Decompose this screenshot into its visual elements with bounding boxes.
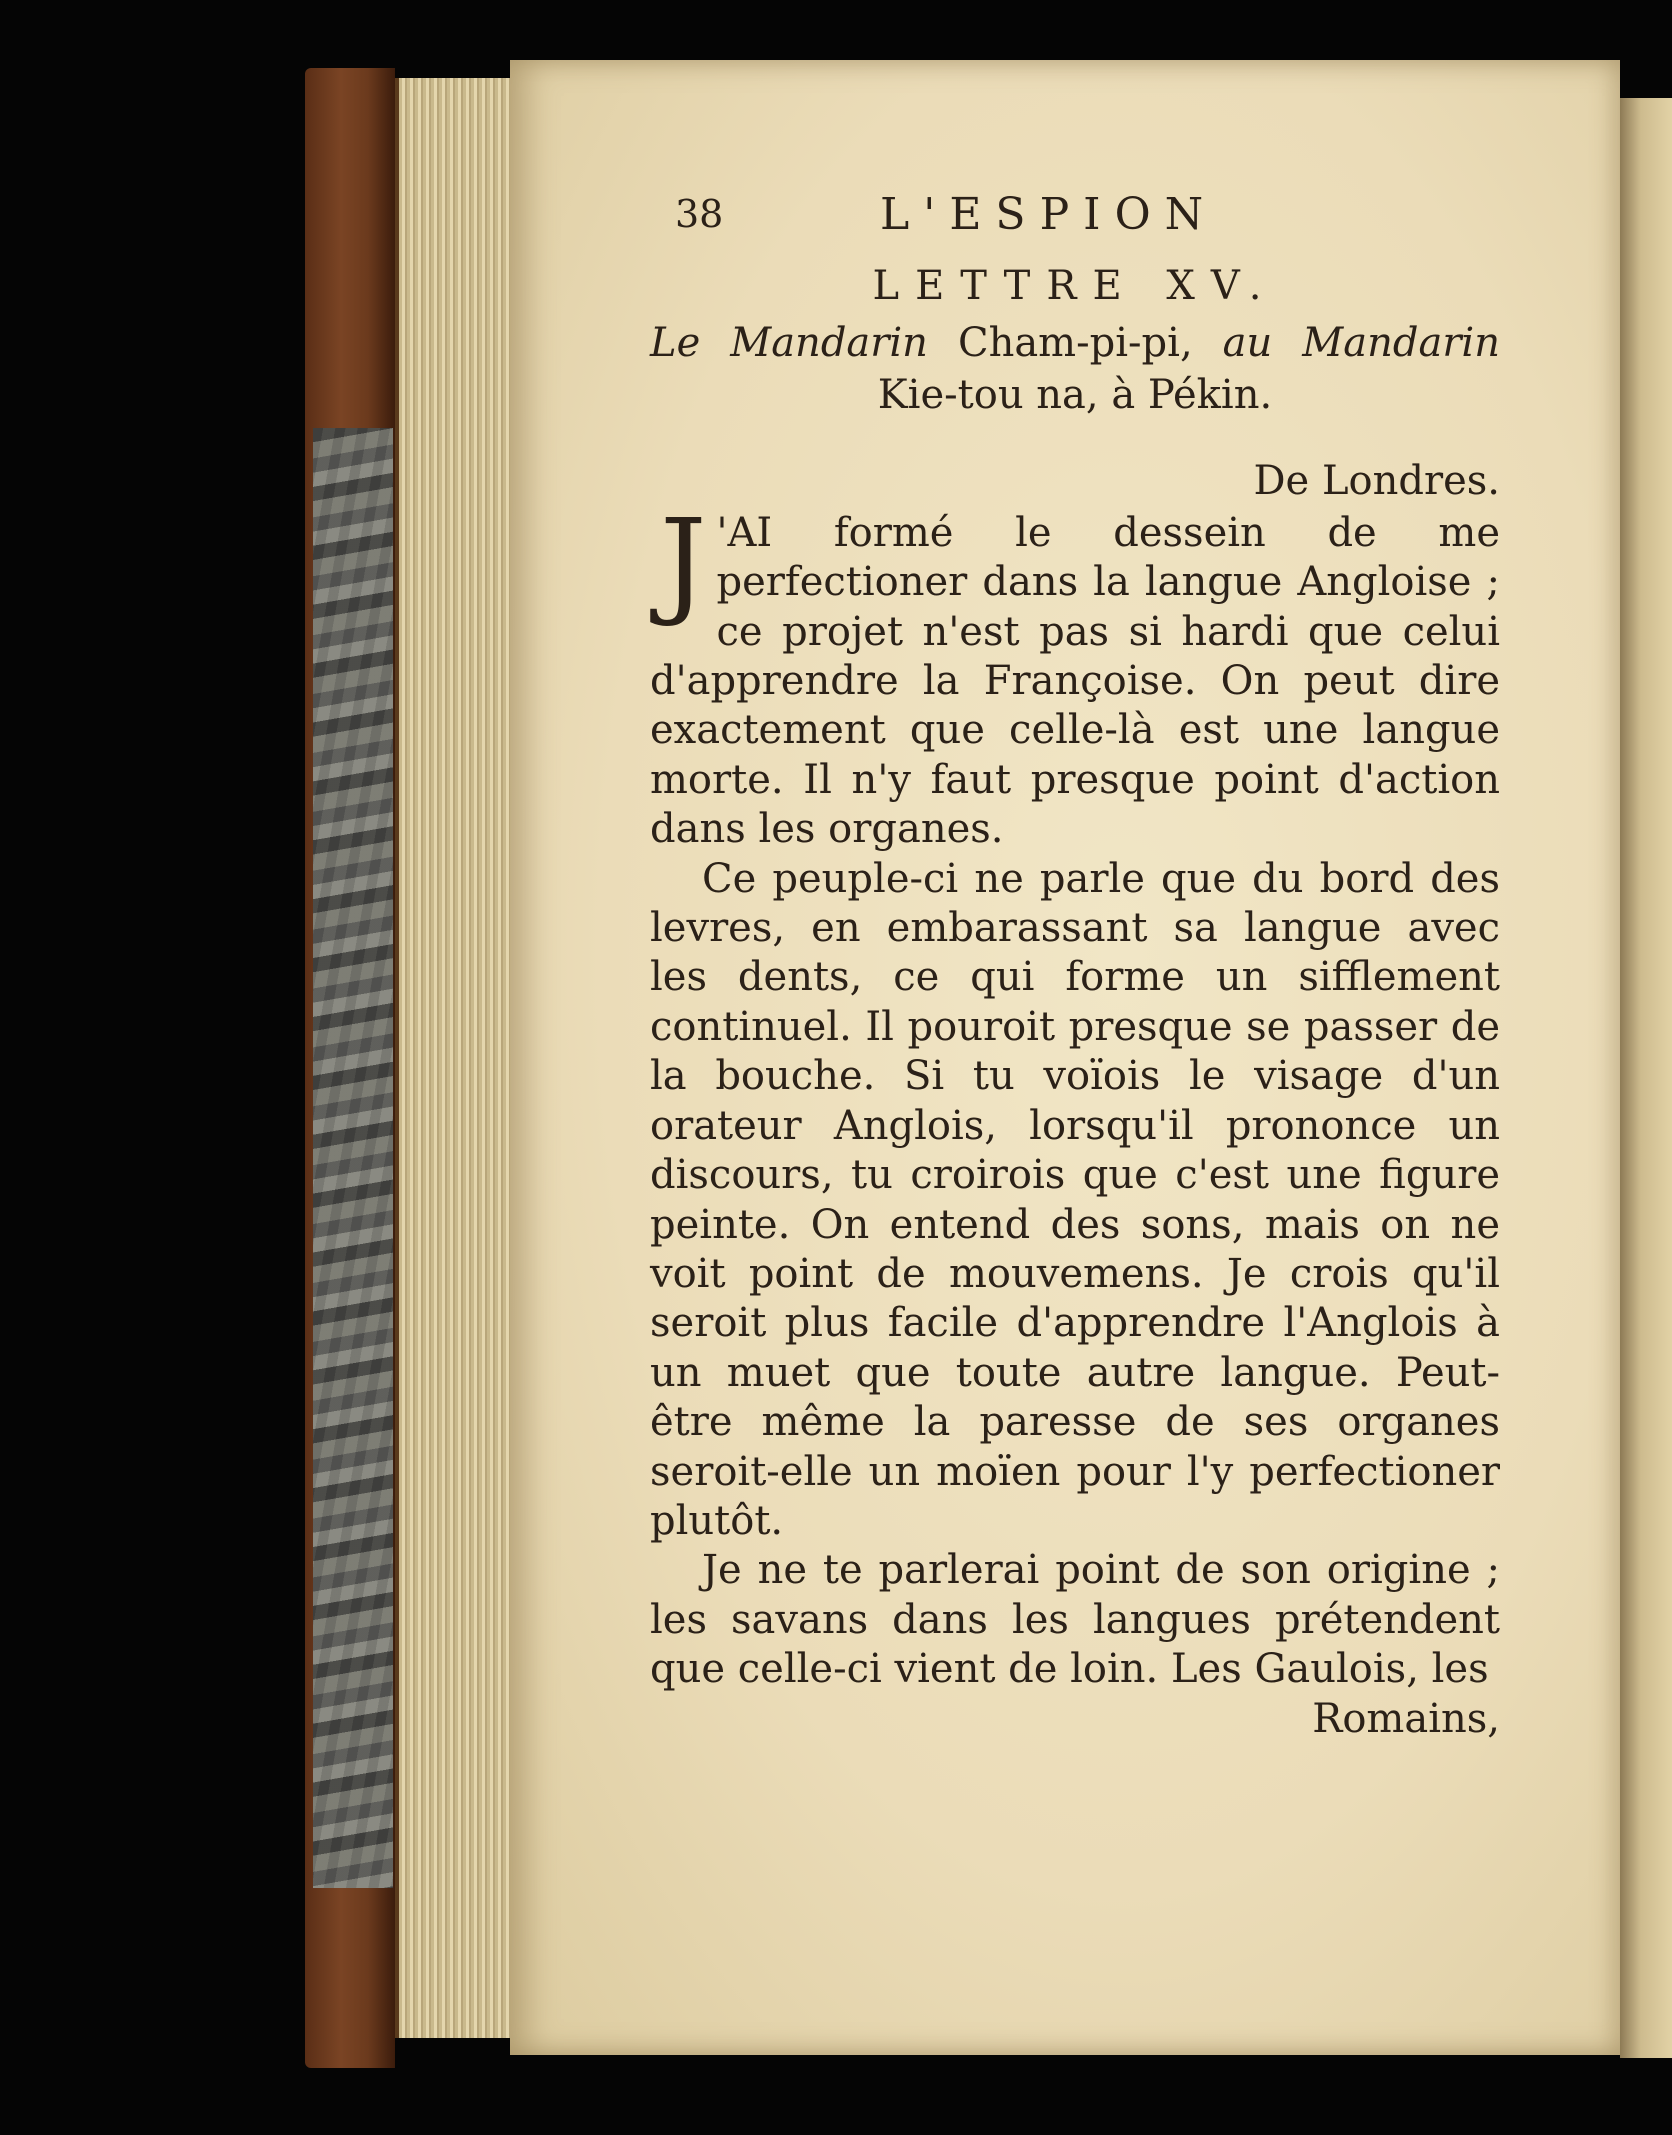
salutation-from-name: Cham-pi-pi, (957, 320, 1193, 367)
letter-title: LETTRE XV. (872, 263, 1278, 309)
letter-body (650, 494, 1500, 1744)
facing-page-edge (1620, 98, 1672, 2058)
paragraph-1 (650, 494, 1500, 855)
paragraph-2: Ce peuple-ci ne parle que du bord des levres, en embarassant sa langue avec les dents, ce qui forme un sifflement continuel. Il pouroit presque se passer de la bouche. Si tu voïois le visage d'un orateur Anglois, lorsqu'il prononce un discours, tu croirois que c'est une figure peinte. On entend des sons, mais on ne voit point de mouvemens. Je crois qu'il seroit plus facile d'apprendre l'Anglois à un muet que toute autre langue. Peut-être même la paresse de ses organes seroit-elle un moïen pour l'y perfectioner plutôt. (650, 855, 1500, 1544)
salutation-from-prefix: Le Mandarin (650, 320, 928, 367)
paragraph-3: Je ne te parlerai point de son origine ; les savans dans les langues prétendent que celle-ci vient de loin. Les Gaulois, les (650, 1547, 1500, 1693)
letter-place: De Londres. (1253, 458, 1500, 505)
catchword: Romains, (1312, 1695, 1500, 1742)
salutation (650, 317, 1500, 421)
salutation-line-1 (650, 317, 1500, 369)
running-head (650, 190, 1500, 250)
page-text (650, 190, 1500, 1744)
page-number: 38 (675, 192, 724, 236)
drop-cap: J (660, 494, 707, 630)
salutation-to-name: Kie-tou na, à Pékin. (877, 372, 1273, 419)
paragraph-1-text: 'AI formé le dessein de me perfectioner dans la langue Angloise ; ce projet n'est pas si hardi que celui d'apprendre la Françoise. On peut dire exactement que celle-là est une langue morte. Il n'y faut presque point d'action dans les organes. (650, 509, 1500, 853)
marbled-board (313, 428, 393, 1888)
running-title: L'ESPION (880, 189, 1218, 240)
salutation-to-prefix: au Mandarin (1222, 320, 1500, 367)
page-edges (395, 78, 519, 2038)
